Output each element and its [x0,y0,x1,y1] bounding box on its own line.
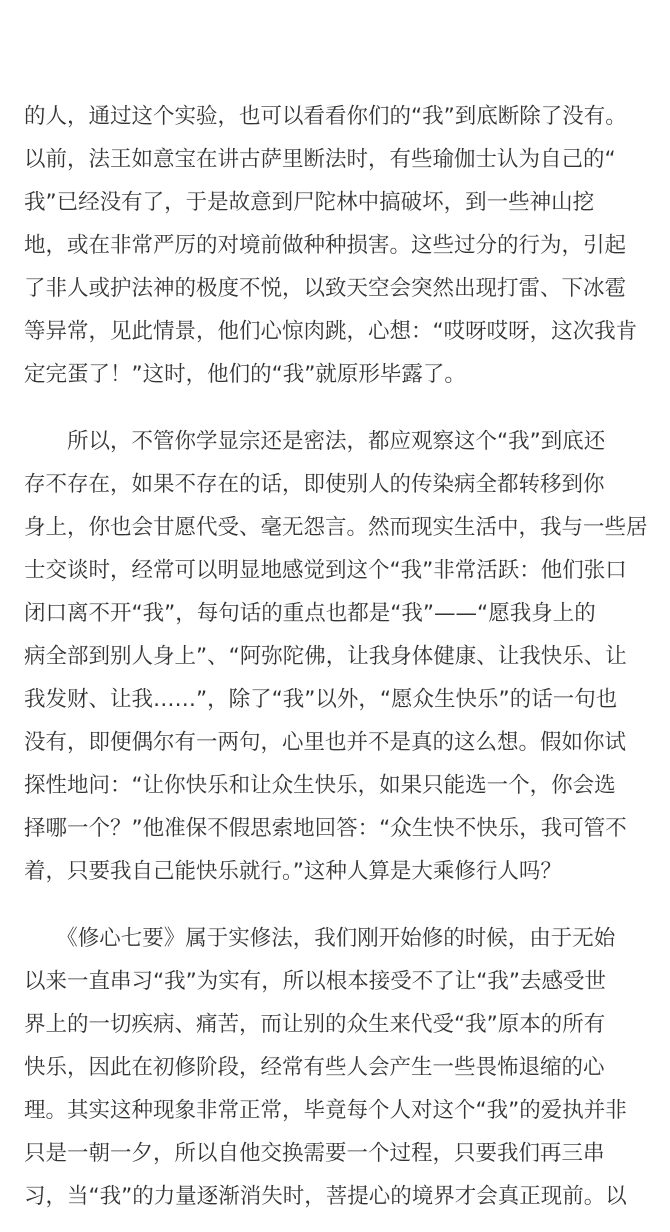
document-body [24,95,648,1218]
text-line: 探性地问：“让你快乐和让众生快乐，如果只能选一个，你会选 [24,773,616,798]
text-line: 所以，不管你学显宗还是密法，都应观察这个“我”到底还 [24,429,606,454]
text-line: 我”已经没有了，于是故意到尸陀林中搞破坏，到一些神山挖 [24,190,595,215]
text-line: 择哪一个？”他准保不假思索地回答：“众生快不快乐，我可管不 [24,816,627,841]
text-line: 以前，法王如意宝在讲古萨里断法时，有些瑜伽士认为自己的“ [24,147,616,172]
text-line: 地，或在非常严厉的对境前做种种损害。这些过分的行为，引起 [24,233,627,258]
paragraph-1 [24,95,648,396]
paragraph-gap [24,396,648,420]
text-line: 快乐，因此在初修阶段，经常有些人会产生一些畏怖退缩的心 [24,1055,605,1080]
text-line: 的人，通过这个实验，也可以看看你们的“我”到底断除了没有。 [24,104,627,129]
text-line: 只是一朝一夕，所以自他交换需要一个过程，只要我们再三串 [24,1141,605,1166]
text-line: 没有，即便偶尔有一两句，心里也并不是真的这么想。假如你试 [24,730,627,755]
text-line: 以来一直串习“我”为实有，所以根本接受不了让“我”去感受世 [24,969,607,994]
text-line: 理。其实这种现象非常正常，毕竟每个人对这个“我”的爱执并非 [24,1098,627,1123]
text-line: 士交谈时，经常可以明显地感觉到这个“我”非常活跃：他们张口 [24,558,627,583]
text-line: 身上，你也会甘愿代受、毫无怨言。然而现实生活中，我与一些居 [24,515,648,540]
text-line: 定完蛋了！”这时，他们的“我”就原形毕露了。 [24,362,466,387]
text-line: 我发财、让我……”，除了“我”以外，“愿众生快乐”的话一句也 [24,687,618,712]
paragraph-2 [24,420,648,893]
paragraph-3 [24,917,648,1218]
text-line: 《修心七要》属于实修法，我们刚开始修的时候，由于无始 [24,926,616,951]
text-line: 着，只要我自己能快乐就行。”这种人算是大乘修行人吗？ [24,859,562,884]
paragraph-gap [24,893,648,917]
text-line: 病全部到别人身上”、“阿弥陀佛，让我身体健康、让我快乐、让 [24,644,627,669]
text-line: 存不存在，如果不存在的话，即使别人的传染病全都转移到你 [24,472,605,497]
text-line: 习，当“我”的力量逐渐消失时，菩提心的境界才会真正现前。以 [24,1184,627,1209]
text-line: 了非人或护法神的极度不悦，以致天空会突然出现打雷、下冰雹 [24,276,627,301]
text-line: 等异常，见此情景，他们心惊肉跳，心想：“哎呀哎呀，这次我肯 [24,319,638,344]
text-line: 界上的一切疾病、痛苦，而让别的众生来代受“我”原本的所有 [24,1012,606,1037]
text-line: 闭口离不开“我”，每句话的重点也都是“我”——“愿我身上的 [24,601,596,626]
